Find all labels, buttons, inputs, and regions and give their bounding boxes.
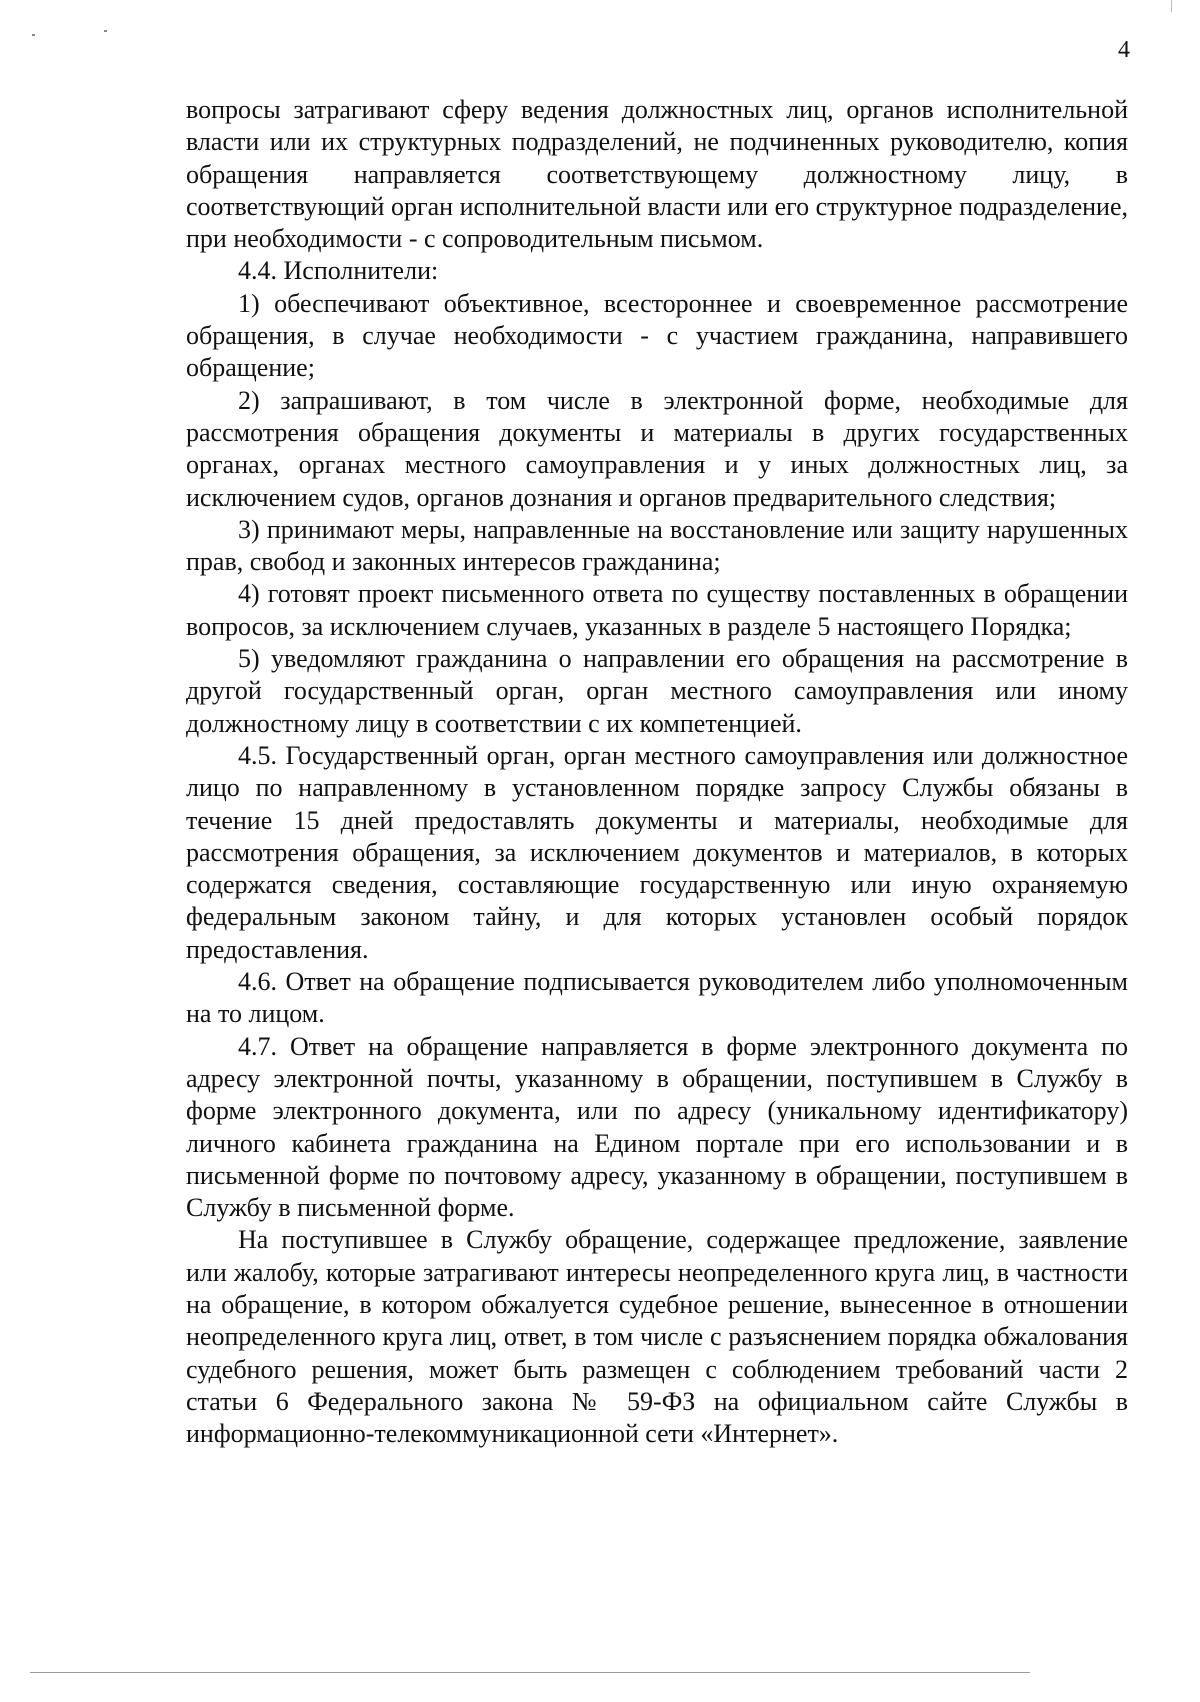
scan-speck [104, 30, 107, 32]
scan-edge-mark [1171, 0, 1172, 12]
paragraph-4-4-item-3: 3) принимают меры, направленные на восстановление или защиту нарушенных прав, свобод и законных интересов гражданина; [186, 514, 1128, 577]
paragraph-4-4-item-2: 2) запрашивают, в том числе в электронной форме, необходимые для рассмотрения обращения документы и материалы в других государственных органах, органах местного самоуправления и у иных должностных лиц, за исключением судов, органов дознания и органов предварительного следствия; [186, 385, 1128, 512]
paragraph-4-5: 4.5. Государственный орган, орган местного самоуправления или должностное лицо по направленному в установленном порядке запросу Службы обязаны в течение 15 дней предоставлять документы и материалы, необходимые для рассмотрения обращения, за исключением документов и материалов, в которых содержатся сведения, составляющие государственную или иную охраняемую федеральным законом тайну, и для которых установлен особый порядок предоставления. [186, 740, 1128, 964]
page-number: 4 [1118, 37, 1130, 63]
body-text [186, 94, 1128, 1450]
paragraph-4-4-heading: 4.4. Исполнители: [238, 256, 439, 286]
page-bottom-rule [30, 1672, 1030, 1673]
paragraph-4-6: 4.6. Ответ на обращение подписывается руководителем либо уполномоченным на то лицом. [186, 967, 1128, 1029]
paragraph-4-7-continuation: На поступившее в Службу обращение, содержащее предложение, заявление или жалобу, которые затрагивают интересы неопределенного круга лиц, в частности на обращение, в котором обжалуется судебное решение, вынесенное в отношении неопределенного круга лиц, ответ, в том числе с разъяснением порядка обжалования судебного решения, может быть размещен с соблюдением требований части 2 статьи 6 Федерального закона № 59-ФЗ на официальном сайте Службы в информационно-телекоммуникационной сети «Интернет». [186, 1225, 1128, 1449]
paragraph-4-4-item-1: 1) обеспечивают объективное, всестороннее и своевременное рассмотрение обращения, в случае необходимости - с участием гражданина, направившего обращение; [186, 288, 1128, 383]
paragraph-4-4-item-4: 4) готовят проект письменного ответа по существу поставленных в обращении вопросов, за исключением случаев, указанных в разделе 5 настоящего Порядка; [186, 579, 1128, 641]
paragraph-continuation: вопросы затрагивают сферу ведения должностных лиц, органов исполнительной власти или их структурных подразделений, не подчиненных руководителю, копия обращения направляется соответствующему должностному лицу, в соответствующий орган исполнительной власти или его структурное подразделение, при необходимости - с сопроводительным письмом. [186, 95, 1128, 254]
scan-speck [32, 34, 35, 36]
paragraph-4-7: 4.7. Ответ на обращение направляется в форме электронного документа по адресу электронной почты, указанному в обращении, поступившем в Службу в форме электронного документа, или по адресу (уникальному идентификатору) личного кабинета гражданина на Едином портале при его использовании и в письменной форме по почтовому адресу, указанному в обращении, поступившем в Службу в письменной форме. [186, 1031, 1128, 1223]
paragraph-4-4-item-5: 5) уведомляют гражданина о направлении его обращения на рассмотрение в другой государственный орган, орган местного самоуправления или иному должностному лицу в соответствии с их компетенцией. [186, 644, 1128, 738]
